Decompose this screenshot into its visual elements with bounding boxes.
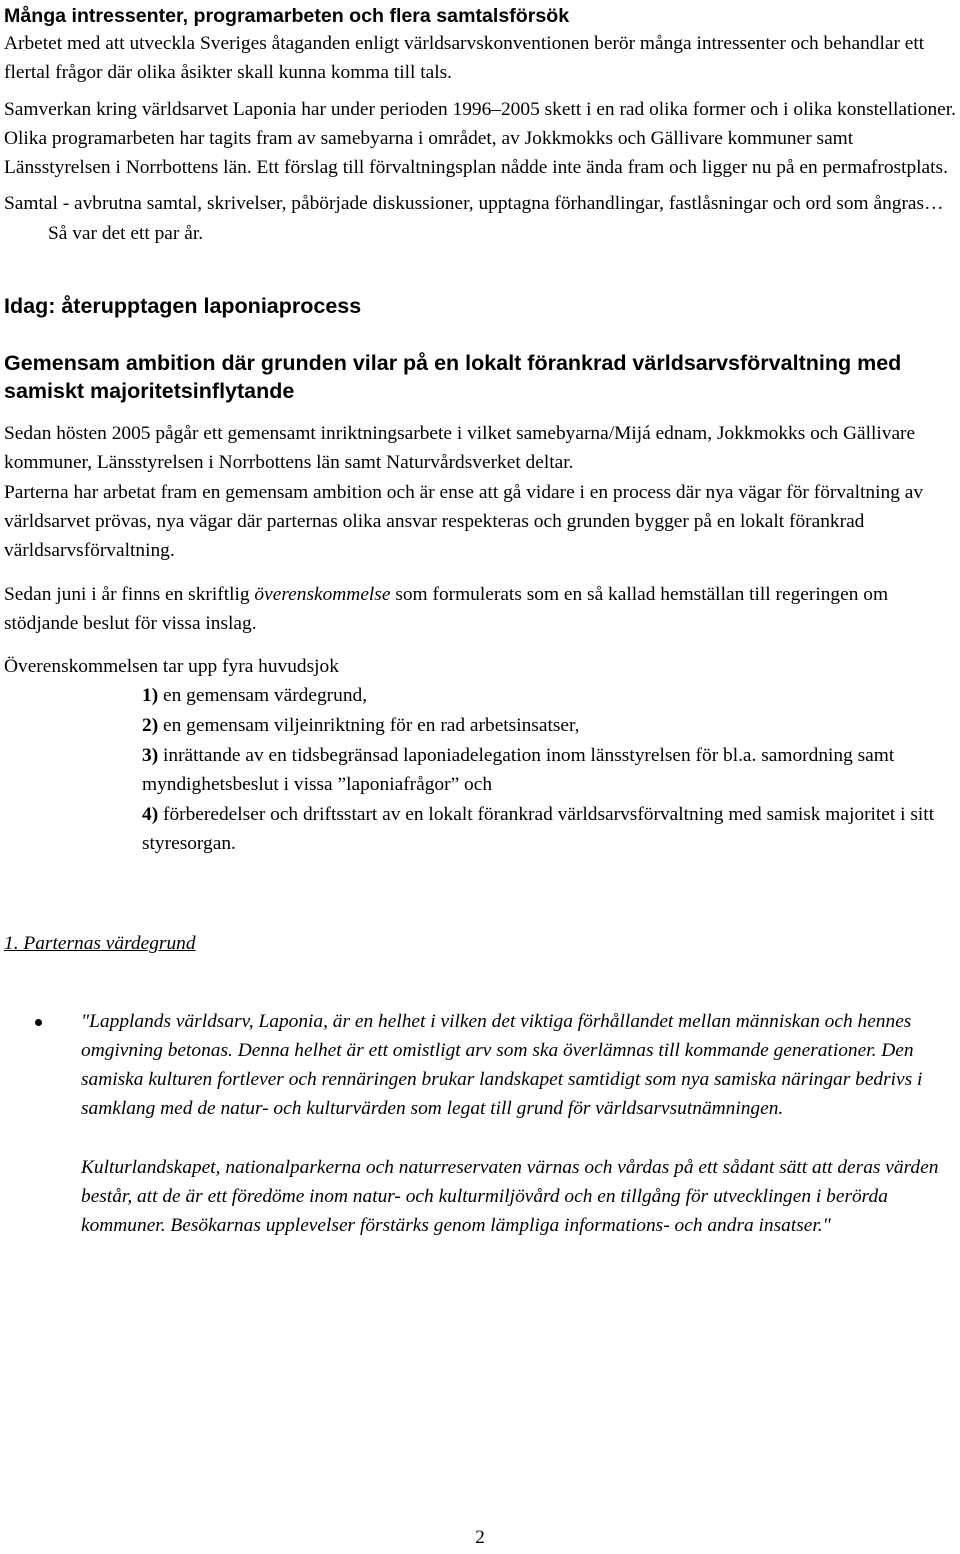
values-quote-block: [4, 1007, 956, 1240]
section-title-values: 1. Parternas värdegrund: [4, 933, 196, 955]
list-item: 2) en gemensam viljeinriktning för en rad arbetsinsatser,: [142, 715, 580, 737]
values-quote-paragraph-2: Kulturlandskapet, nationalparkerna och naturreservaten värnas och vårdas på ett sådant sätt att deras värden består, att de är ett föredöme inom natur- och kulturmiljövård och en tillgång för utvecklingen i berörda kommuner. Besökarnas upplevelser förstärks genom lämpliga informations- och andra insatser.": [81, 1156, 939, 1237]
today-paragraph-3-start: Sedan juni i år finns en skriftlig: [4, 583, 255, 605]
intro-paragraph-3-text: Samtal - avbrutna samtal, skrivelser, påbörjade diskussioner, upptagna förhandlingar, fastlåsningar och ord som ångras…: [4, 193, 944, 215]
list-item: 3) inrättande av en tidsbegränsad laponiadelegation inom länsstyrelsen för bl.a. samordning samt myndighetsbeslut i vissa ”laponiafrågor” och: [142, 744, 895, 796]
today-paragraph-3: [4, 580, 956, 639]
today-paragraph-2: Parterna har arbetat fram en gemensam ambition och är ense att gå vidare i en process där nya vägar för förvaltning av världsarvet prövas, nya vägar där parternas olika ansvar respekteras och grunden bygger på en lokalt förankrad världsarvsförvaltning.: [4, 481, 924, 562]
intro-paragraph-3-closing: Så var det ett par år.: [48, 222, 204, 244]
list-item: 1) en gemensam värdegrund,: [142, 685, 368, 707]
intro-paragraph-1: Arbetet med att utveckla Sveriges åtaganden enligt världsarvskonventionen berör många intressenter och behandlar ett flertal frågor där olika åsikter skall kunna komma till tals.: [4, 33, 925, 84]
document-page: [4, 3, 956, 1240]
values-quote-paragraph-1: "Lapplands världsarv, Laponia, är en helhet i vilken det viktiga förhållandet mellan människan och hennes omgivning betonas. Denna helhet är ett omistligt arv som ska överlämnas till kommande generationer. Den samiska kulturen fortlever och rennäringen brukar landskapet samtidigt som nya samiska näringar bedrivs i samklang med de natur- och kulturvärden som legat till grund för världsarvsutnämningen.: [81, 1010, 923, 1120]
agreement-term: överenskommelse: [254, 583, 391, 605]
today-paragraph-1: Sedan hösten 2005 pågår ett gemensamt inriktningsarbete i vilket samebyarna/Mijá ednam, Jokkmokks och Gällivare kommuner, Länsstyrelsen i Norrbottens län samt Naturvårdsverket deltar.: [4, 423, 916, 474]
list-intro: Överenskommelsen tar upp fyra huvudsjok: [4, 656, 339, 678]
today-subheading: Gemensam ambition där grunden vilar på en lokalt förankrad världsarvsförvaltning med samiskt majoritetsinflytande: [4, 351, 902, 404]
today-paragraph-3-end: som formulerats som en så kallad hemställan till regeringen om stödjande beslut för vissa inslag.: [4, 583, 889, 634]
list-item: 4) förberedelser och driftsstart av en lokalt förankrad världsarvsförvaltning med samisk majoritet i sitt styresorgan.: [142, 803, 935, 855]
page-number: 2: [475, 1527, 485, 1548]
bullet-icon: [35, 1019, 42, 1026]
intro-paragraph-3: [4, 189, 956, 248]
main-topics-list: [142, 681, 956, 859]
today-heading: Idag: återupptagen laponiaprocess: [4, 294, 362, 319]
intro-paragraph-2: Samverkan kring världsarvet Laponia har under perioden 1996–2005 skett i en rad olika former och i olika konstellationer. Olika programarbeten har tagits fram av samebyarna i området, av Jokkmokks och Gällivare kommuner samt Länsstyrelsen i Norrbottens län. Ett förslag till förvaltningsplan nådde inte ända fram och ligger nu på en permafrostplats.: [4, 98, 957, 179]
intro-heading: Många intressenter, programarbeten och flera samtalsförsök: [4, 5, 570, 27]
